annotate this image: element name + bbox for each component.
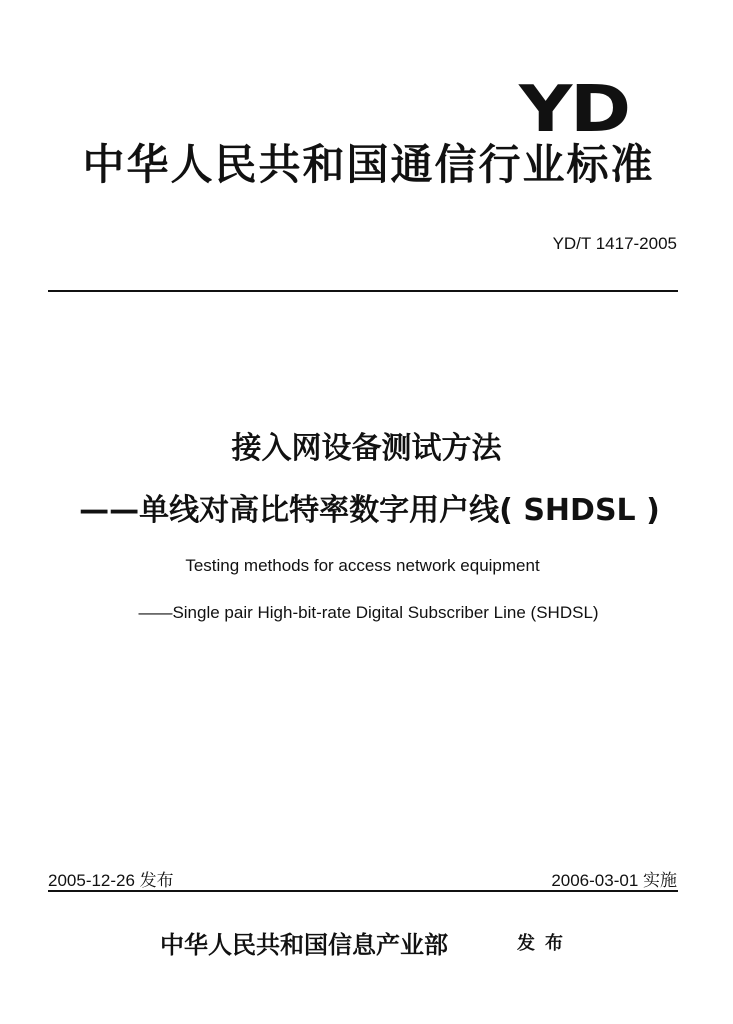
title-en-line2: ——Single pair High-bit-rate Digital Subscriber Line (SHDSL) <box>138 603 599 622</box>
title-cn-line2: ——单线对高比特率数字用户线( SHDSL ) <box>79 493 660 528</box>
header-rule <box>48 290 678 292</box>
yd-logo: YD <box>519 73 629 147</box>
footer-rule <box>48 890 678 892</box>
title-en-line1: Testing methods for access network equipment <box>185 556 540 575</box>
issuing-authority: 中华人民共和国信息产业部 <box>160 930 448 959</box>
standard-category-title: 中华人民共和国通信行业标准 <box>82 140 655 189</box>
issue-verb: 发布 <box>517 933 573 954</box>
implement-date: 2006-03-01 实施 <box>551 871 677 890</box>
title-cn-line1: 接入网设备测试方法 <box>231 431 502 466</box>
issue-date: 2005-12-26 发布 <box>48 871 174 890</box>
standard-number: YD/T 1417-2005 <box>552 234 677 253</box>
